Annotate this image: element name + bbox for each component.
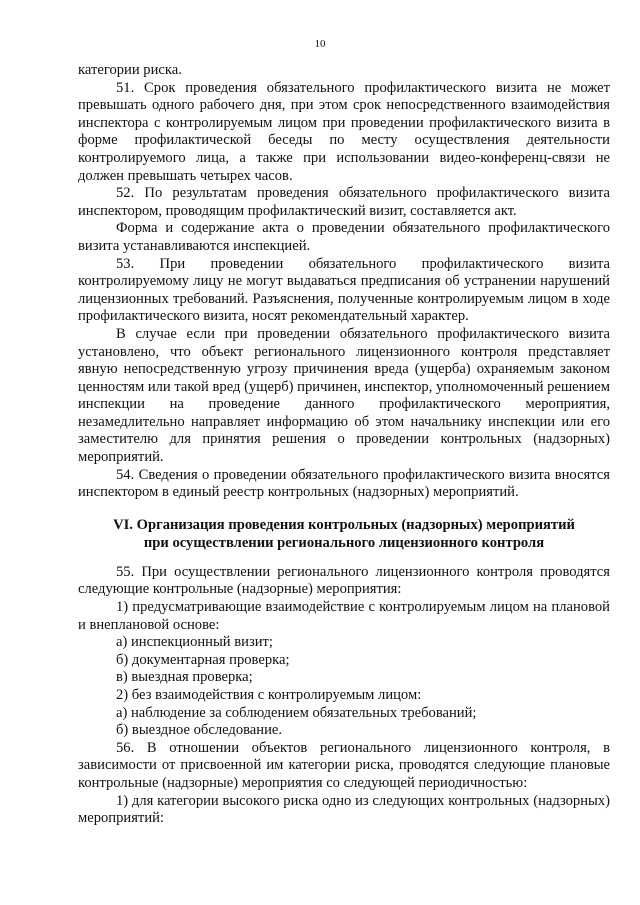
list-item: а) наблюдение за соблюдением обязательных требований; xyxy=(116,704,477,721)
list-item: 1) для категории высокого риска одно из следующих контрольных (надзорных) мероприятий: xyxy=(78,792,610,827)
list-item: в) выездная проверка; xyxy=(116,669,253,686)
paragraph-item-56: 56. В отношении объектов регионального лицензионного контроля, в зависимости от присвоенной им категории риска, проводятся следующие плановые контрольные (надзорные) мероприятия со следующей периодичностью: xyxy=(78,739,610,791)
paragraph: В случае если при проведении обязательного профилактического визита установлено, что объект регионального лицензионного контроля представляет явную непосредственную угрозу причинения вреда (ущерба) охраняемым законом ценностям или такой вред (ущерб) причинен, инспектор, уполномоченный решением инспекции на проведение данного профилактического мероприятия, незамедлительно направляет информацию об этом начальнику инспекции или его заместителю для принятия решения о проведении контрольных (надзорных) мероприятий. xyxy=(78,325,610,466)
section-heading-line: VI. Организация проведения контрольных (надзорных) мероприятий xyxy=(113,516,575,533)
paragraph-item-53: 53. При проведении обязательного профилактического визита контролируемому лицу не могут выдаваться предписания об устранении нарушений лицензионных требований. Разъяснения, полученные контролируемым лицом в ходе профилактического визита, носят рекомендательный характер. xyxy=(78,255,610,325)
list-item: б) выездное обследование. xyxy=(116,722,283,739)
paragraph-item-55: 55. При осуществлении регионального лицензионного контроля проводятся следующие контрольные (надзорные) мероприятия: xyxy=(78,563,610,598)
paragraphs-before-section xyxy=(78,62,610,502)
paragraph-item-51: 51. Срок проведения обязательного профилактического визита не может превышать одного рабочего дня, при этом срок непосредственного взаимодействия инспектора с контролируемым лицом при проведении профилактического визита в форме профилактической беседы по месту осуществления деятельности контролируемого лица, а также при использовании видео-конференц-связи не должен превышать четырех часов. xyxy=(78,79,610,184)
paragraph: Форма и содержание акта о проведении обязательного профилактического визита устанавливаются инспекцией. xyxy=(78,220,610,254)
paragraphs-after-section xyxy=(78,564,610,828)
document-body xyxy=(78,62,610,828)
list-item: 2) без взаимодействия с контролируемым лицом: xyxy=(116,687,422,703)
list-item: а) инспекционный визит; xyxy=(116,634,273,651)
page-number: 10 xyxy=(314,38,326,50)
section-heading-line: при осуществлении регионального лицензионного контроля xyxy=(143,534,545,551)
section-heading xyxy=(78,516,610,552)
list-item: 1) предусматривающие взаимодействие с контролируемым лицом на плановой и внеплановой основе: xyxy=(78,599,610,633)
paragraph: категории риска. xyxy=(78,62,182,78)
paragraph-item-52: 52. По результатам проведения обязательного профилактического визита инспектором, проводящим профилактический визит, составляется акт. xyxy=(78,185,610,219)
paragraph-item-54: 54. Сведения о проведении обязательного профилактического визита вносятся инспектором в единый реестр контрольных (надзорных) мероприятий. xyxy=(78,466,610,501)
list-item: б) документарная проверка; xyxy=(116,651,290,668)
